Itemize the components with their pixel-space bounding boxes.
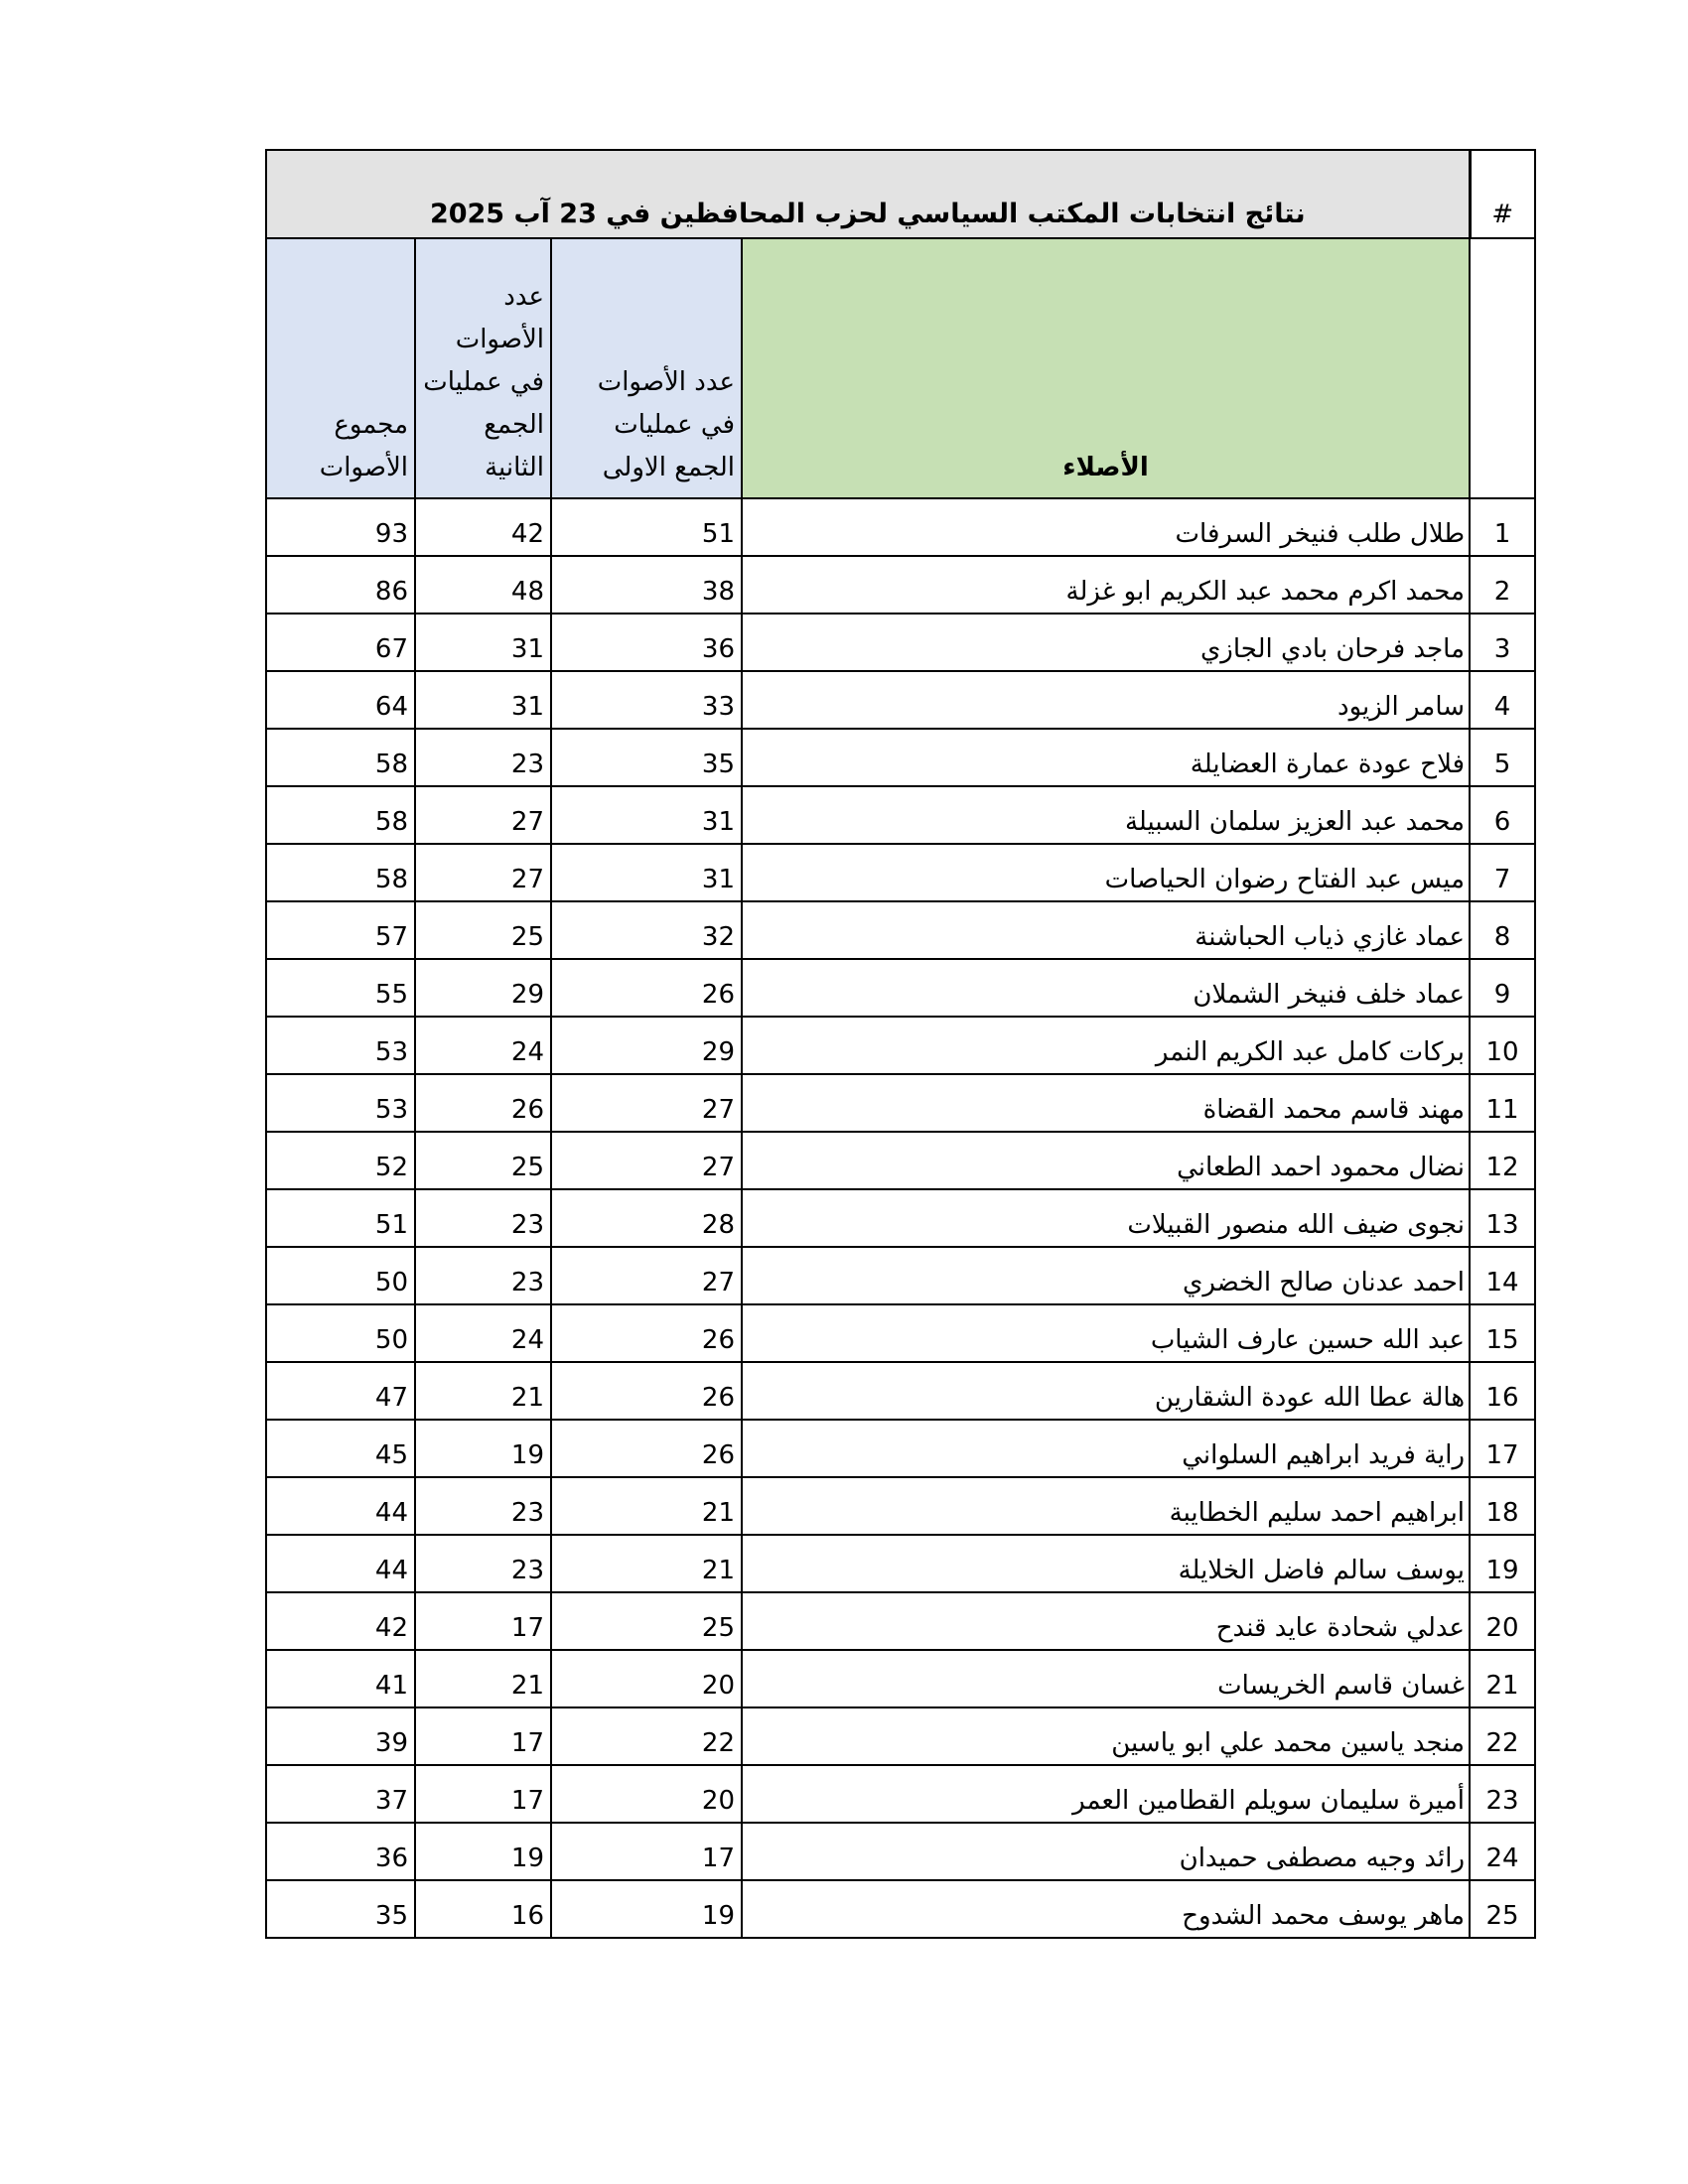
second-count-cell: 17 <box>415 1592 551 1650</box>
first-count-cell: 27 <box>551 1132 742 1189</box>
total-votes-cell: 53 <box>266 1017 415 1074</box>
row-index-cell: 9 <box>1470 959 1535 1017</box>
candidate-name-cell: احمد عدنان صالح الخضري <box>742 1247 1470 1304</box>
header-second-count-votes: عدد الأصوات في عمليات الجمع الثانية <box>415 238 551 498</box>
second-count-cell: 17 <box>415 1707 551 1765</box>
header-members: الأصلاء <box>742 238 1470 498</box>
row-index-cell: 7 <box>1470 844 1535 901</box>
second-count-cell: 19 <box>415 1823 551 1880</box>
row-index-cell: 12 <box>1470 1132 1535 1189</box>
total-votes-cell: 67 <box>266 614 415 671</box>
row-index-cell: 16 <box>1470 1362 1535 1420</box>
first-count-cell: 27 <box>551 1247 742 1304</box>
row-index-cell: 13 <box>1470 1189 1535 1247</box>
candidate-name-cell: رائد وجيه مصطفى حميدان <box>742 1823 1470 1880</box>
second-count-cell: 31 <box>415 671 551 729</box>
row-index-cell: 3 <box>1470 614 1535 671</box>
total-votes-cell: 39 <box>266 1707 415 1765</box>
total-votes-cell: 44 <box>266 1477 415 1535</box>
candidate-name-cell: غسان قاسم الخريسات <box>742 1650 1470 1707</box>
total-votes-cell: 51 <box>266 1189 415 1247</box>
total-votes-cell: 93 <box>266 498 415 556</box>
second-count-cell: 17 <box>415 1765 551 1823</box>
candidate-name-cell: ابراهيم احمد سليم الخطايبة <box>742 1477 1470 1535</box>
title-row <box>266 150 1535 238</box>
second-count-cell: 24 <box>415 1304 551 1362</box>
table-row <box>266 498 1535 556</box>
candidate-name-cell: عماد خلف فنيخر الشملان <box>742 959 1470 1017</box>
row-index-cell: 10 <box>1470 1017 1535 1074</box>
row-index-cell: 2 <box>1470 556 1535 614</box>
table-row <box>266 1765 1535 1823</box>
second-count-cell: 21 <box>415 1362 551 1420</box>
row-index-cell: 5 <box>1470 729 1535 786</box>
table-row <box>266 1132 1535 1189</box>
table-row <box>266 844 1535 901</box>
total-votes-cell: 57 <box>266 901 415 959</box>
row-index-cell: 6 <box>1470 786 1535 844</box>
total-votes-cell: 86 <box>266 556 415 614</box>
row-index-cell: 14 <box>1470 1247 1535 1304</box>
table-row <box>266 786 1535 844</box>
candidate-name-cell: فلاح عودة عمارة العضايلة <box>742 729 1470 786</box>
total-votes-cell: 50 <box>266 1304 415 1362</box>
first-count-cell: 26 <box>551 1304 742 1362</box>
total-votes-cell: 58 <box>266 786 415 844</box>
second-count-cell: 23 <box>415 1189 551 1247</box>
second-count-cell: 21 <box>415 1650 551 1707</box>
table-row <box>266 1650 1535 1707</box>
first-count-cell: 17 <box>551 1823 742 1880</box>
table-row <box>266 614 1535 671</box>
row-index-cell: 8 <box>1470 901 1535 959</box>
total-votes-cell: 64 <box>266 671 415 729</box>
second-count-cell: 48 <box>415 556 551 614</box>
total-votes-cell: 58 <box>266 844 415 901</box>
first-count-cell: 31 <box>551 786 742 844</box>
index-header: # <box>1470 150 1535 238</box>
row-index-cell: 23 <box>1470 1765 1535 1823</box>
candidate-name-cell: مهند قاسم محمد القضاة <box>742 1074 1470 1132</box>
total-votes-cell: 45 <box>266 1420 415 1477</box>
header-total-votes: مجموع الأصوات <box>266 238 415 498</box>
row-index-cell: 17 <box>1470 1420 1535 1477</box>
total-votes-cell: 50 <box>266 1247 415 1304</box>
candidate-name-cell: يوسف سالم فاضل الخلايلة <box>742 1535 1470 1592</box>
candidate-name-cell: عدلي شحادة عايد قندح <box>742 1592 1470 1650</box>
candidate-name-cell: هالة عطا الله عودة الشقارين <box>742 1362 1470 1420</box>
total-votes-cell: 53 <box>266 1074 415 1132</box>
header-first-count-votes: عدد الأصوات في عمليات الجمع الاولى <box>551 238 742 498</box>
total-votes-cell: 37 <box>266 1765 415 1823</box>
header-index-blank <box>1470 238 1535 498</box>
row-index-cell: 19 <box>1470 1535 1535 1592</box>
row-index-cell: 25 <box>1470 1880 1535 1938</box>
second-count-cell: 25 <box>415 901 551 959</box>
first-count-cell: 21 <box>551 1477 742 1535</box>
second-count-cell: 16 <box>415 1880 551 1938</box>
second-count-cell: 23 <box>415 1535 551 1592</box>
election-results-table <box>265 149 1536 1939</box>
second-count-cell: 24 <box>415 1017 551 1074</box>
row-index-cell: 4 <box>1470 671 1535 729</box>
candidate-name-cell: ماهر يوسف محمد الشدوح <box>742 1880 1470 1938</box>
table-row <box>266 1247 1535 1304</box>
table-row <box>266 1362 1535 1420</box>
total-votes-cell: 44 <box>266 1535 415 1592</box>
first-count-cell: 26 <box>551 959 742 1017</box>
table-row <box>266 1592 1535 1650</box>
candidate-name-cell: ماجد فرحان بادي الجازي <box>742 614 1470 671</box>
row-index-cell: 11 <box>1470 1074 1535 1132</box>
table-row <box>266 1880 1535 1938</box>
first-count-cell: 25 <box>551 1592 742 1650</box>
row-index-cell: 24 <box>1470 1823 1535 1880</box>
candidate-name-cell: راية فريد ابراهيم السلواني <box>742 1420 1470 1477</box>
second-count-cell: 27 <box>415 786 551 844</box>
row-index-cell: 20 <box>1470 1592 1535 1650</box>
first-count-cell: 20 <box>551 1765 742 1823</box>
first-count-cell: 27 <box>551 1074 742 1132</box>
second-count-cell: 31 <box>415 614 551 671</box>
row-index-cell: 1 <box>1470 498 1535 556</box>
table-row <box>266 1304 1535 1362</box>
table-row <box>266 1707 1535 1765</box>
row-index-cell: 18 <box>1470 1477 1535 1535</box>
candidate-name-cell: أميرة سليمان سويلم القطامين العمر <box>742 1765 1470 1823</box>
total-votes-cell: 52 <box>266 1132 415 1189</box>
first-count-cell: 19 <box>551 1880 742 1938</box>
candidate-name-cell: ميس عبد الفتاح رضوان الحياصات <box>742 844 1470 901</box>
column-header-row <box>266 238 1535 498</box>
first-count-cell: 28 <box>551 1189 742 1247</box>
total-votes-cell: 55 <box>266 959 415 1017</box>
candidate-name-cell: سامر الزيود <box>742 671 1470 729</box>
total-votes-cell: 42 <box>266 1592 415 1650</box>
candidate-name-cell: محمد اكرم محمد عبد الكريم ابو غزلة <box>742 556 1470 614</box>
first-count-cell: 20 <box>551 1650 742 1707</box>
first-count-cell: 31 <box>551 844 742 901</box>
first-count-cell: 22 <box>551 1707 742 1765</box>
table-row <box>266 1074 1535 1132</box>
first-count-cell: 26 <box>551 1362 742 1420</box>
first-count-cell: 36 <box>551 614 742 671</box>
second-count-cell: 26 <box>415 1074 551 1132</box>
total-votes-cell: 58 <box>266 729 415 786</box>
candidate-name-cell: محمد عبد العزيز سلمان السبيلة <box>742 786 1470 844</box>
row-index-cell: 21 <box>1470 1650 1535 1707</box>
table-row <box>266 1017 1535 1074</box>
candidate-name-cell: عبد الله حسين عارف الشياب <box>742 1304 1470 1362</box>
table-row <box>266 901 1535 959</box>
table-row <box>266 729 1535 786</box>
first-count-cell: 51 <box>551 498 742 556</box>
candidate-name-cell: نضال محمود احمد الطعاني <box>742 1132 1470 1189</box>
total-votes-cell: 35 <box>266 1880 415 1938</box>
table-row <box>266 1189 1535 1247</box>
candidate-name-cell: منجد ياسين محمد علي ابو ياسين <box>742 1707 1470 1765</box>
second-count-cell: 42 <box>415 498 551 556</box>
candidate-name-cell: بركات كامل عبد الكريم النمر <box>742 1017 1470 1074</box>
first-count-cell: 26 <box>551 1420 742 1477</box>
table-row <box>266 959 1535 1017</box>
candidate-name-cell: نجوى ضيف الله منصور القبيلات <box>742 1189 1470 1247</box>
table-row <box>266 556 1535 614</box>
first-count-cell: 38 <box>551 556 742 614</box>
second-count-cell: 19 <box>415 1420 551 1477</box>
table-row <box>266 1823 1535 1880</box>
second-count-cell: 23 <box>415 729 551 786</box>
table-title: نتائج انتخابات المكتب السياسي لحزب المحافظين في 23 آب 2025 <box>266 150 1470 238</box>
second-count-cell: 23 <box>415 1247 551 1304</box>
first-count-cell: 29 <box>551 1017 742 1074</box>
second-count-cell: 27 <box>415 844 551 901</box>
table-row <box>266 1420 1535 1477</box>
first-count-cell: 33 <box>551 671 742 729</box>
candidate-name-cell: طلال طلب فنيخر السرفات <box>742 498 1470 556</box>
first-count-cell: 35 <box>551 729 742 786</box>
table-row <box>266 1535 1535 1592</box>
total-votes-cell: 41 <box>266 1650 415 1707</box>
candidate-name-cell: عماد غازي ذياب الحباشنة <box>742 901 1470 959</box>
total-votes-cell: 47 <box>266 1362 415 1420</box>
row-index-cell: 22 <box>1470 1707 1535 1765</box>
total-votes-cell: 36 <box>266 1823 415 1880</box>
first-count-cell: 21 <box>551 1535 742 1592</box>
second-count-cell: 25 <box>415 1132 551 1189</box>
first-count-cell: 32 <box>551 901 742 959</box>
second-count-cell: 29 <box>415 959 551 1017</box>
row-index-cell: 15 <box>1470 1304 1535 1362</box>
table-row <box>266 1477 1535 1535</box>
second-count-cell: 23 <box>415 1477 551 1535</box>
table-row <box>266 671 1535 729</box>
